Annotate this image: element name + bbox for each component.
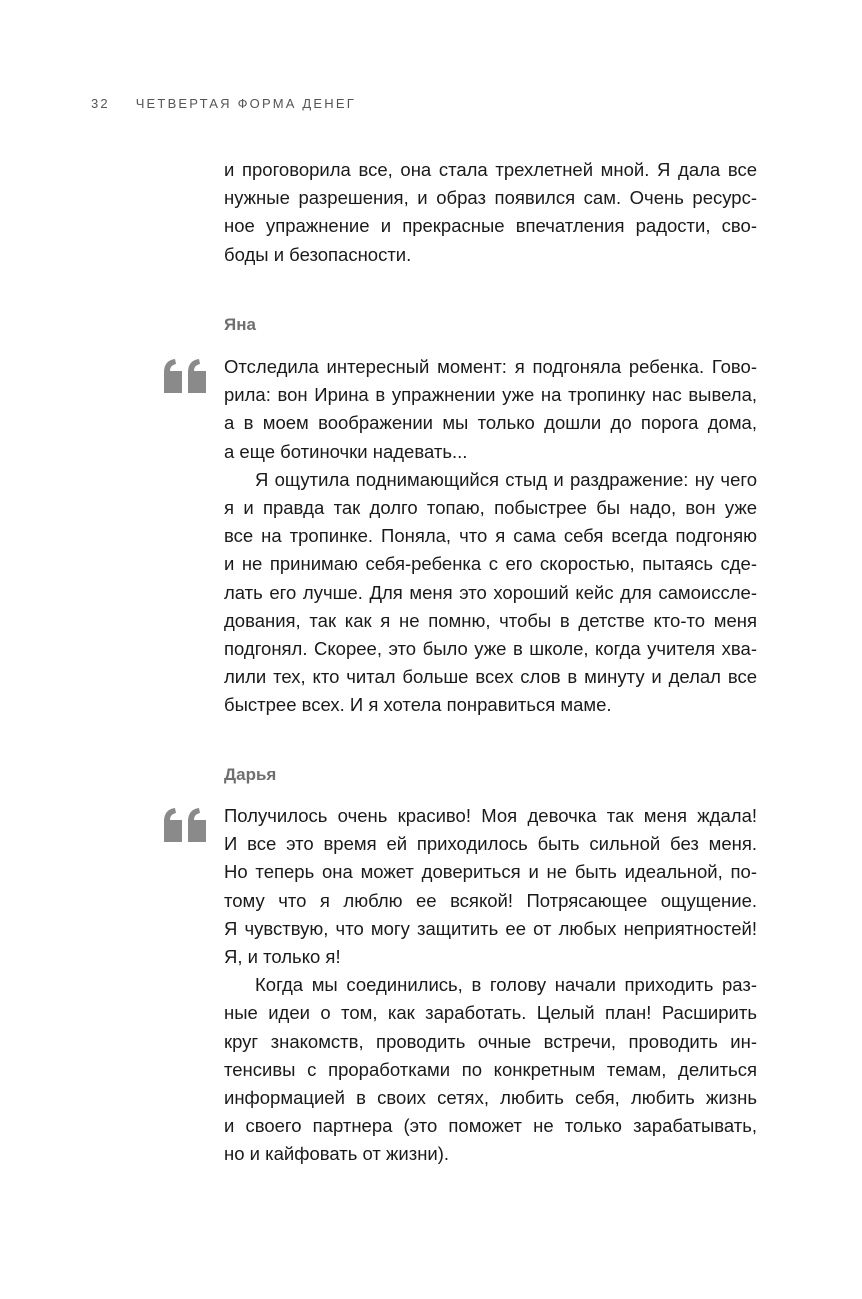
- chapter-title: ЧЕТВЕРТАЯ ФОРМА ДЕНЕГ: [135, 96, 356, 111]
- text-line: Я чувствую, что могу защитить ее от любых неприятностей!: [224, 917, 757, 939]
- text-line: ное упражнение и прекрасные впечатления радости, сво-: [224, 215, 757, 237]
- text-line: Когда мы соединились, в голову начали приходить раз-: [255, 974, 757, 996]
- text-line: боды и безопасности.: [224, 243, 412, 265]
- text-line: быстрее всех. И я хотела понравиться маме.: [224, 694, 612, 716]
- text-line: рила: вон Ирина в упражнении уже на тропинку нас вывела,: [224, 384, 757, 406]
- text-line: Но теперь она может довериться и не быть идеальной, по-: [224, 861, 757, 883]
- testimonial-text: [224, 353, 757, 720]
- text-line: подгонял. Скорее, это было уже в школе, когда учителя хва-: [224, 638, 757, 660]
- text-line: Я ощутила поднимающийся стыд и раздражение: ну чего: [255, 468, 757, 490]
- testimonial-paragraph: [224, 802, 757, 971]
- text-line: а еще ботиночки надевать...: [224, 440, 468, 462]
- text-line: Получилось очень красиво! Моя девочка так меня ждала!: [224, 805, 757, 826]
- text-line: И все это время ей приходилось быть сильной без меня.: [224, 833, 757, 855]
- testimonial-paragraph: [224, 466, 757, 720]
- text-line: и своего партнера (это поможет не только зарабатывать,: [224, 1115, 757, 1137]
- text-line: нужные разрешения, и образ появился сам. Очень ресурс-: [224, 187, 757, 209]
- intro-paragraph: [224, 156, 757, 269]
- testimonial-text: [224, 802, 757, 1169]
- text-line: Я, и только я!: [224, 946, 341, 968]
- text-line: лать его лучше. Для меня это хороший кейс для самоиссле-: [224, 581, 757, 603]
- testimonial-author: Дарья: [224, 765, 277, 784]
- text-line: и проговорила все, она стала трехлетней мной. Я дала все: [224, 159, 757, 180]
- text-line: информацией в своих сетях, любить себя, любить жизнь: [224, 1087, 757, 1109]
- text-line: а в моем воображении мы только дошли до порога дома,: [224, 412, 757, 434]
- text-line: тому что я люблю ее всякой! Потрясающее ощущение.: [224, 889, 757, 911]
- page-number: 32: [91, 96, 110, 111]
- text-line: круг знакомств, проводить очные встречи, проводить ин-: [224, 1030, 757, 1052]
- quote-mark-icon: [164, 359, 210, 393]
- text-line: ные идеи о том, как заработать. Целый план! Расширить: [224, 1002, 757, 1024]
- quote-mark-icon: [164, 808, 210, 842]
- text-line: Отследила интересный момент: я подгоняла ребенка. Гово-: [224, 356, 757, 377]
- text-line: но и кайфовать от жизни).: [224, 1143, 450, 1165]
- testimonial-author: Яна: [224, 315, 256, 334]
- text-line: я и правда так долго топаю, побыстрее бы надо, вон уже: [224, 497, 757, 519]
- text-line: все на тропинке. Поняла, что я сама себя всегда подгоняю: [224, 525, 757, 547]
- text-line: дования, так как я не помню, чтобы в детстве кто-то меня: [224, 609, 757, 631]
- running-head: [91, 96, 356, 111]
- testimonial-paragraph: [224, 971, 757, 1168]
- text-line: лили тех, кто читал больше всех слов в минуту и делал все: [224, 666, 757, 688]
- text-line: тенсивы с проработками по конкретным темам, делиться: [224, 1058, 757, 1080]
- testimonial-paragraph: [224, 353, 757, 466]
- text-line: и не принимаю себя-ребенка с его скоростью, пытаясь сде-: [224, 553, 757, 575]
